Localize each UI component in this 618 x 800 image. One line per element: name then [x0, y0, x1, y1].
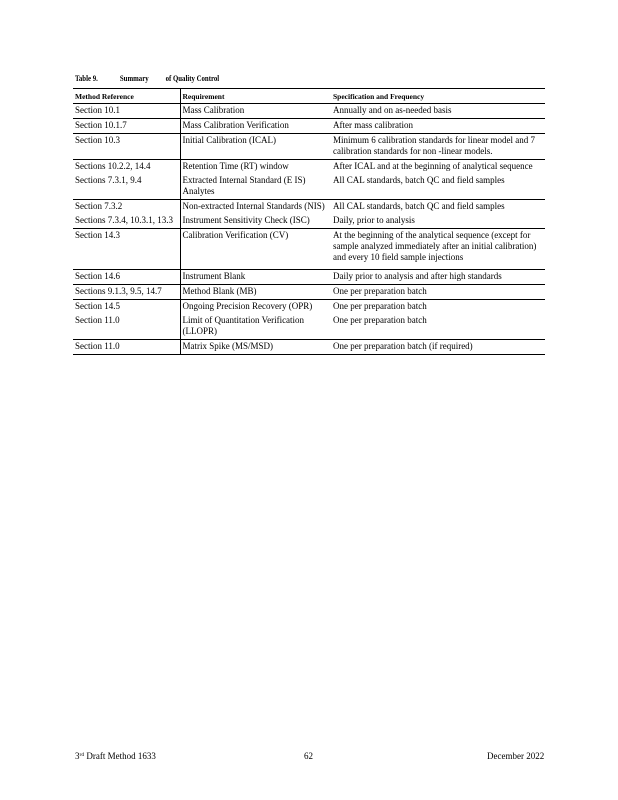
table-title-part2: of Quality Control [165, 74, 220, 83]
footer-document-title [75, 751, 156, 761]
cell-specification: Daily, prior to analysis [331, 214, 545, 229]
table-row [73, 160, 545, 175]
table-row [73, 229, 545, 270]
cell-requirement: Non-extracted Internal Standards (NIS) [180, 200, 331, 215]
cell-requirement: Limit of Quantitation Verification (LLOPR) [180, 314, 331, 340]
table-row [73, 314, 545, 340]
cell-requirement: Calibration Verification (CV) [180, 229, 331, 270]
table-row [73, 214, 545, 229]
table-row [73, 119, 545, 134]
cell-method-reference: Section 10.1 [73, 104, 180, 119]
cell-specification: Daily prior to analysis and after high standards [331, 270, 545, 285]
cell-method-reference: Sections 9.1.3, 9.5, 14.7 [73, 285, 180, 300]
cell-specification: After ICAL and at the beginning of analytical sequence [333, 161, 533, 171]
cell-method-reference: Section 11.0 [73, 314, 180, 340]
header-specification-frequency: Specification and Frequency [331, 89, 545, 104]
cell-requirement: Mass Calibration Verification [180, 119, 331, 134]
cell-specification: After mass calibration [331, 119, 545, 134]
table-row [73, 134, 545, 160]
footer-method-name: Draft Method 1633 [84, 751, 156, 761]
cell-method-reference: Section 14.5 [75, 301, 120, 311]
cell-requirement: Extracted Internal Standard (E IS) Analytes [180, 174, 331, 200]
cell-specification: At the beginning of the analytical sequence (except for sample analyzed immediately after an initial calibration) and every 10 field sample injections [331, 229, 545, 270]
table-title-part1: Summary [119, 74, 149, 83]
footer-page-number: 62 [304, 751, 313, 761]
cell-specification: All CAL standards, batch QC and field samples [331, 174, 545, 200]
cell-method-reference: Section 14.6 [73, 270, 180, 285]
header-requirement: Requirement [180, 89, 331, 104]
table-row [73, 270, 545, 285]
table-caption [75, 74, 219, 83]
table-row [73, 300, 545, 315]
cell-requirement: Ongoing Precision Recovery (OPR) [180, 300, 331, 315]
table-row [73, 104, 545, 119]
cell-method-reference: Section 11.0 [73, 340, 180, 355]
cell-requirement: Retention Time (RT) window [180, 160, 331, 175]
table-number: Table 9. [75, 74, 98, 83]
cell-specification: One per preparation batch (if required) [331, 340, 545, 355]
cell-requirement: Matrix Spike (MS/MSD) [180, 340, 331, 355]
cell-requirement: Instrument Blank [180, 270, 331, 285]
table-row [73, 200, 545, 215]
cell-specification: One per preparation batch [331, 314, 545, 340]
cell-requirement: Instrument Sensitivity Check (ISC) [180, 214, 331, 229]
cell-requirement: Initial Calibration (ICAL) [180, 134, 331, 160]
footer-draft-number: 3 [75, 751, 80, 761]
cell-requirement: Mass Calibration [180, 104, 331, 119]
header-method-reference: Method Reference [73, 89, 180, 104]
table-header-row [73, 89, 545, 104]
cell-specification: All CAL standards, batch QC and field samples [333, 201, 505, 211]
cell-method-reference: Section 10.3 [73, 134, 180, 160]
cell-method-reference: Section 10.1.7 [73, 119, 180, 134]
cell-method-reference: Sections 7.3.4, 10.3.1, 13.3 [73, 214, 180, 229]
cell-method-reference: Sections 10.2.2, 14.4 [75, 161, 151, 171]
cell-requirement: Method Blank (MB) [180, 285, 331, 300]
table-row [73, 174, 545, 200]
cell-method-reference: Section 7.3.2 [75, 201, 123, 211]
cell-specification: Annually and on as-needed basis [331, 104, 545, 119]
quality-control-table [73, 88, 545, 355]
cell-method-reference: Sections 7.3.1, 9.4 [73, 174, 180, 200]
footer-date: December 2022 [487, 751, 545, 761]
cell-specification: One per preparation batch [331, 285, 545, 300]
cell-specification: One per preparation batch [333, 301, 427, 311]
cell-specification: Minimum 6 calibration standards for linear model and 7 calibration standards for non -linear models. [331, 134, 545, 160]
table-row [73, 285, 545, 300]
table-row [73, 340, 545, 355]
cell-method-reference: Section 14.3 [73, 229, 180, 270]
footer-draft-ordinal: rd [79, 752, 85, 758]
